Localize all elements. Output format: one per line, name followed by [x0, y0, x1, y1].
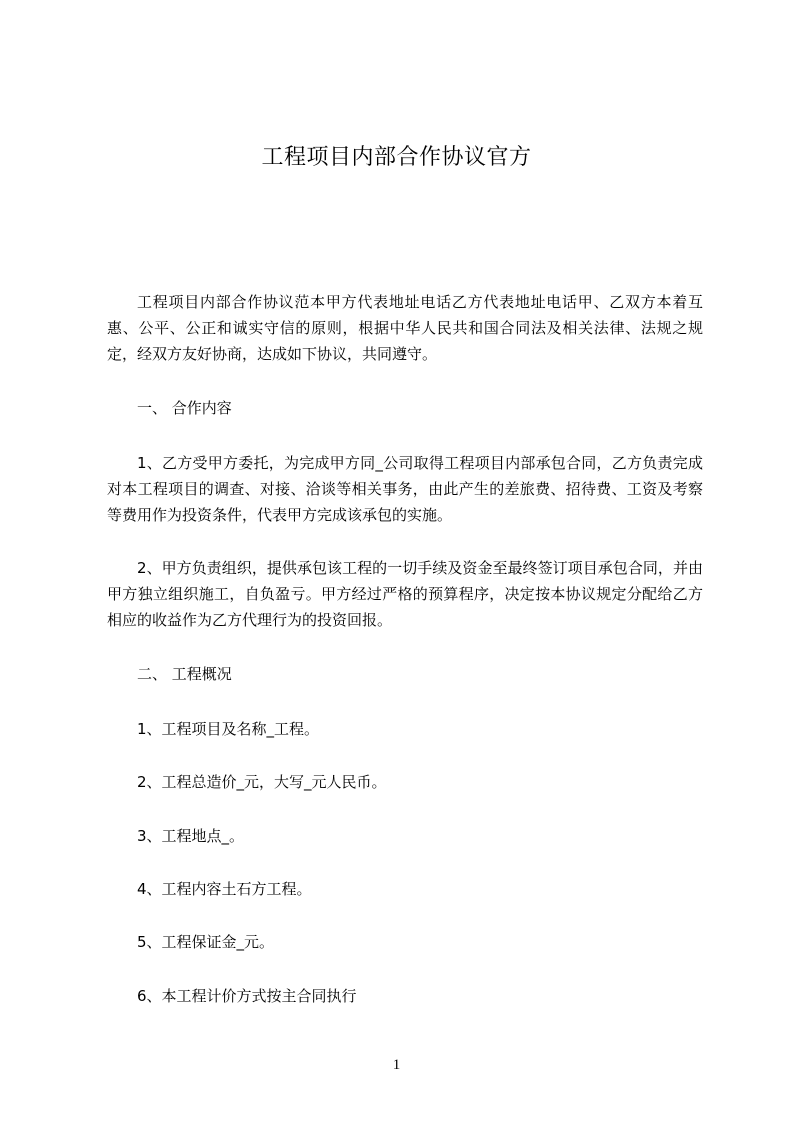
list-item: 2、工程总造价_元，大写_元人民币。	[137, 773, 387, 791]
list-item: 3、工程地点_。	[137, 827, 245, 845]
clause-paragraph-1: 1、乙方受甲方委托，为完成甲方同_公司取得工程项目内部承包合同，乙方负责完成对本工程项目的调查、对接、洽谈等相关事务，由此产生的差旅费、招待费、工资及考察等费用作为投资条件，代表甲方完成该承包的实施。	[107, 454, 703, 524]
page-number: 1	[392, 1057, 401, 1073]
list-item: 4、工程内容土石方工程。	[137, 880, 312, 898]
list-item: 6、本工程计价方式按主合同执行	[137, 987, 357, 1005]
intro-paragraph: 工程项目内部合作协议范本甲方代表地址电话乙方代表地址电话甲、乙双方本着互惠、公平、公正和诚实守信的原则，根据中华人民共和国合同法及相关法律、法规之规定，经双方友好协商，达成如下协议，共同遵守。	[107, 293, 703, 363]
list-item: 5、工程保证金_元。	[137, 933, 275, 951]
section-heading-overview: 二、 工程概况	[137, 665, 232, 683]
clause-paragraph-2: 2、甲方负责组织，提供承包该工程的一切手续及资金至最终签订项目承包合同，并由甲方独立组织施工，自负盈亏。甲方经过严格的预算程序，决定按本协议规定分配给乙方相应的收益作为乙方代理行为的投资回报。	[107, 559, 703, 629]
document-title: 工程项目内部合作协议官方	[261, 145, 532, 170]
list-item: 1、工程项目及名称_工程。	[137, 720, 320, 738]
section-heading-cooperation: 一、 合作内容	[137, 399, 232, 417]
